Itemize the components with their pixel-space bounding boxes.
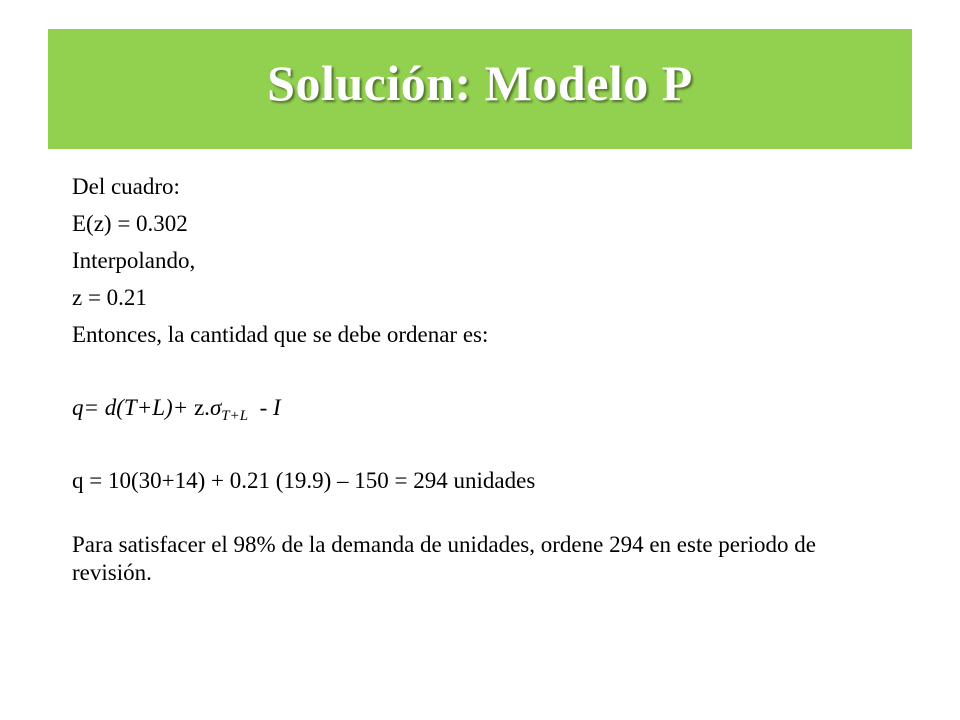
text-line-entonces: Entonces, la cantidad que se debe ordenar es: [72, 322, 489, 347]
formula-sigma: σ [209, 395, 222, 420]
formula-line [72, 389, 892, 426]
formula-rhs: - I [248, 395, 281, 420]
spacer [72, 426, 892, 462]
calculation-line: q = 10(30+14) + 0.21 (19.9) – 150 = 294 unidades [72, 468, 536, 493]
spacer [72, 499, 892, 523]
text-line-z-value: z = 0.21 [72, 285, 147, 310]
title-banner [48, 29, 912, 149]
formula-z: z. [193, 395, 210, 420]
slide-content [72, 168, 892, 587]
conclusion-paragraph: Para satisfacer el 98% de la demanda de unidades, ordene 294 en este periodo de revisión. [72, 532, 817, 585]
text-line-del-cuadro: Del cuadro: [72, 174, 180, 199]
text-line-expected-z: E(z) = 0.302 [72, 211, 188, 236]
slide-title: Solución: Modelo P [267, 55, 693, 111]
formula-lhs: q= d(T+L)+ [72, 395, 194, 420]
text-line-interpolando: Interpolando, [72, 248, 196, 273]
formula-subscript: T+L [221, 408, 249, 424]
spacer [72, 353, 892, 389]
